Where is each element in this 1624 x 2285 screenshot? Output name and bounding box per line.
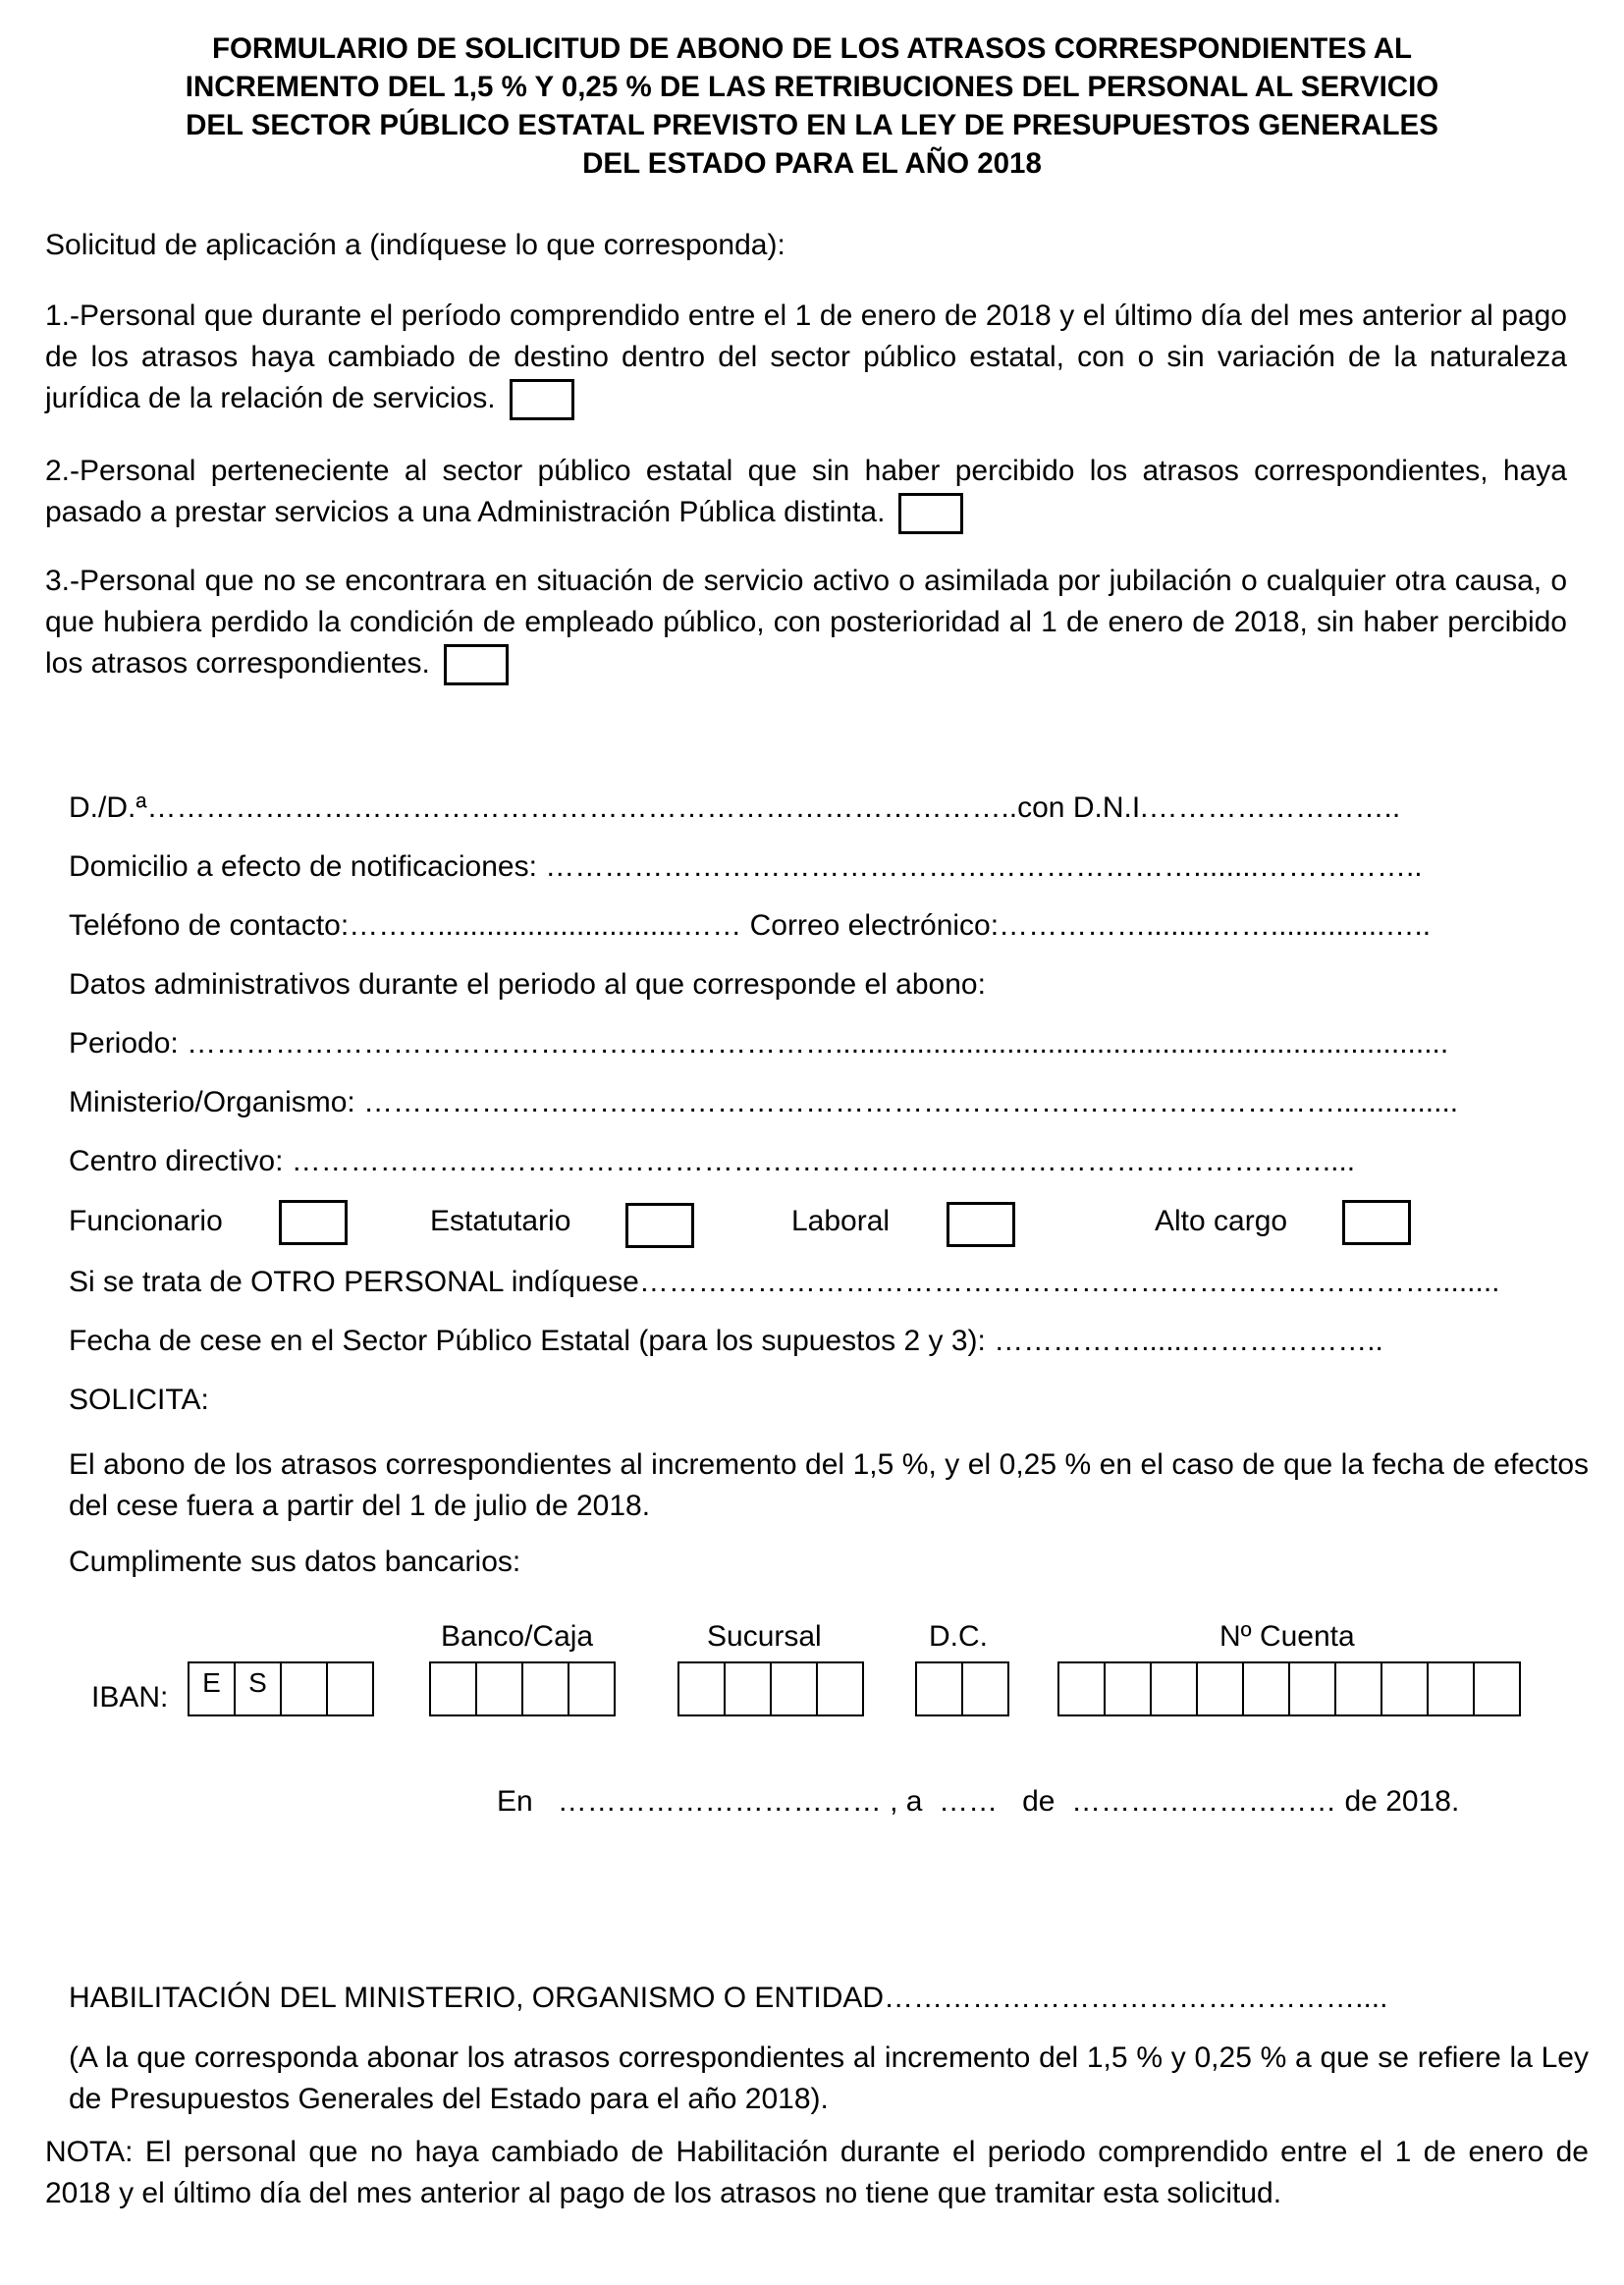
sucursal-cell[interactable] [677, 1661, 726, 1716]
fecha-cese-label: Fecha de cese en el Sector Público Estatal (para los supuestos 2 y 3): [69, 1325, 986, 1357]
ministerio-label: Ministerio/Organismo: [69, 1086, 355, 1118]
title-line-1: FORMULARIO DE SOLICITUD DE ABONO DE LOS ATRASOS CORRESPONDIENTES AL [211, 32, 1413, 65]
fecha-cese-field[interactable]: ……………......……………….. [994, 1325, 1383, 1357]
tipo-alto-cargo-label: Alto cargo [1155, 1205, 1288, 1237]
habilitacion-label: HABILITACIÓN DEL MINISTERIO, ORGANISMO O ENTIDAD [69, 1982, 885, 2014]
title-line-2: INCREMENTO DEL 1,5 % Y 0,25 % DE LAS RETRIBUCIONES DEL PERSONAL AL SERVICIO [185, 71, 1439, 103]
dc-header: D.C. [929, 1620, 988, 1653]
dia-field[interactable]: …… [939, 1785, 999, 1818]
option-1-checkbox[interactable] [510, 379, 574, 420]
centro-label: Centro directivo: [69, 1145, 284, 1177]
dc-cells [915, 1661, 1007, 1716]
cuenta-cell[interactable] [1288, 1661, 1336, 1716]
banco-caja-header: Banco/Caja [441, 1620, 594, 1653]
intro-text: Solicitud de aplicación a (indíquese lo que corresponda): [45, 229, 785, 261]
otro-personal-field[interactable]: ………………………………………………………………………........ [638, 1266, 1500, 1298]
mes-field[interactable]: ……………………… [1071, 1785, 1337, 1818]
periodo-label: Periodo: [69, 1027, 179, 1060]
ministerio-row [69, 1082, 1458, 1123]
tipo-funcionario-label: Funcionario [69, 1205, 223, 1237]
option-1 [45, 296, 1567, 420]
option-2 [45, 451, 1567, 534]
cumplimente-text: Cumplimente sus datos bancarios: [69, 1546, 521, 1578]
telefono-label: Teléfono de contacto: [69, 909, 350, 942]
tipo-laboral-checkbox[interactable] [947, 1202, 1015, 1247]
form-title [59, 29, 1565, 183]
sucursal-cells [677, 1661, 862, 1716]
otro-personal-label: Si se trata de OTRO PERSONAL indíquese [69, 1266, 639, 1298]
nota-text: NOTA: El personal que no haya cambiado de Habilitación durante el periodo comprendido entre el 1 de enero de 2018 y el último día del mes anterior al pago de los atrasos no tiene que tramitar esta solicitud. [45, 2136, 1589, 2209]
habilitacion-note: (A la que corresponda abonar los atrasos correspondientes al incremento del 1,5 % y 0,25 % a que se refiere la Ley de Presupuestos Generales del Estado para el año 2018). [69, 2041, 1589, 2115]
domicilio-row [69, 846, 1423, 888]
de-label: de [1022, 1785, 1056, 1818]
cuenta-cell[interactable] [1380, 1661, 1429, 1716]
correo-field[interactable]: ……………........……..............….. [999, 909, 1432, 942]
tipo-estatutario-checkbox[interactable] [625, 1203, 694, 1248]
banco-cell[interactable] [475, 1661, 523, 1716]
option-1-text: 1.-Personal que durante el período comprendido entre el 1 de enero de 2018 y el último día del mes anterior al pago de los atrasos haya cambiado de destino dentro del sector público estatal, con o sin variación de la naturaleza jurídica de la relación de servicios. [45, 299, 1567, 414]
tipo-laboral-label: Laboral [791, 1205, 891, 1237]
iban-label: IBAN: [91, 1681, 169, 1714]
datos-admin-heading: Datos administrativos durante el periodo al que corresponde el abono: [69, 968, 986, 1001]
cuenta-cell[interactable] [1473, 1661, 1521, 1716]
name-field[interactable]: …………………………………………………………………………….. [146, 791, 1018, 824]
cuenta-cell[interactable] [1196, 1661, 1244, 1716]
telefono-field[interactable]: ………..............................…… [349, 909, 742, 942]
sucursal-cell[interactable] [770, 1661, 818, 1716]
iban-cells [188, 1661, 372, 1716]
option-3-checkbox[interactable] [444, 644, 509, 685]
iban-cell[interactable] [280, 1661, 328, 1716]
cuenta-cells [1057, 1661, 1519, 1716]
sucursal-header: Sucursal [707, 1620, 822, 1653]
name-row [69, 788, 1400, 829]
banco-cell[interactable] [568, 1661, 616, 1716]
option-3-text: 3.-Personal que no se encontrara en situación de servicio activo o asimilada por jubilación o cualquier otra causa, o que hubiera perdido la condición de empleado público, con posterioridad al 1 de enero de 2018, sin haber percibido los atrasos correspondientes. [45, 565, 1567, 680]
cuenta-cell[interactable] [1427, 1661, 1475, 1716]
iban-cell: S [234, 1661, 282, 1716]
solicita-heading: SOLICITA: [69, 1384, 209, 1416]
cuenta-header: Nº Cuenta [1219, 1620, 1355, 1653]
title-line-4: DEL ESTADO PARA EL AÑO 2018 [582, 147, 1042, 180]
option-2-text: 2.-Personal perteneciente al sector público estatal que sin haber percibido los atrasos correspondientes, haya pasado a prestar servicios a una Administración Pública distinta. [45, 455, 1567, 528]
option-2-checkbox[interactable] [898, 493, 963, 534]
domicilio-label: Domicilio a efecto de notificaciones: [69, 850, 537, 883]
periodo-row [69, 1023, 1448, 1064]
centro-row [69, 1141, 1355, 1182]
cuenta-cell[interactable] [1057, 1661, 1106, 1716]
a-label: , a [890, 1785, 923, 1818]
sucursal-cell[interactable] [816, 1661, 864, 1716]
lugar-field[interactable]: …………………………… [557, 1785, 882, 1818]
dni-field[interactable]: …………………….. [1148, 791, 1401, 824]
habilitacion-field[interactable]: ………………………………………….... [884, 1982, 1388, 2014]
periodo-field[interactable]: …………………………………………………………........................................................................... [187, 1027, 1449, 1060]
domicilio-field[interactable]: …………………………………………………………........…………….. [545, 850, 1423, 883]
cuenta-cell[interactable] [1334, 1661, 1382, 1716]
fecha-lugar-row [497, 1781, 1459, 1823]
banco-cell[interactable] [521, 1661, 569, 1716]
iban-cell: E [188, 1661, 236, 1716]
iban-cell[interactable] [326, 1661, 374, 1716]
title-line-3: DEL SECTOR PÚBLICO ESTATAL PREVISTO EN LA LEY DE PRESUPUESTOS GENERALES [186, 109, 1438, 141]
otro-personal-row [69, 1262, 1500, 1303]
en-label: En [497, 1785, 533, 1818]
ministerio-field[interactable]: ………………………………………………………………………………………............... [363, 1086, 1459, 1118]
banco-cell[interactable] [429, 1661, 477, 1716]
solicita-text: El abono de los atrasos correspondientes al incremento del 1,5 %, y el 0,25 % en el caso de que la fecha de efectos del cese fuera a partir del 1 de julio de 2018. [69, 1448, 1589, 1522]
habilitacion-row [69, 1978, 1387, 2019]
name-label: D./D.ª [69, 791, 147, 824]
dc-cell[interactable] [915, 1661, 963, 1716]
cuenta-cell[interactable] [1150, 1661, 1198, 1716]
tipo-funcionario-checkbox[interactable] [279, 1200, 348, 1245]
tipo-estatutario-label: Estatutario [430, 1205, 571, 1237]
cuenta-cell[interactable] [1104, 1661, 1152, 1716]
dc-cell[interactable] [961, 1661, 1009, 1716]
banco-caja-cells [429, 1661, 614, 1716]
dni-label: con D.N.I. [1017, 791, 1149, 824]
centro-field[interactable]: …………………………………………………………………………………………….... [291, 1145, 1356, 1177]
anio-label: de 2018. [1344, 1785, 1460, 1818]
tipo-alto-cargo-checkbox[interactable] [1342, 1200, 1411, 1245]
cuenta-cell[interactable] [1242, 1661, 1290, 1716]
fecha-cese-row [69, 1321, 1383, 1362]
contact-row [69, 905, 1431, 947]
correo-label: Correo electrónico: [749, 909, 1000, 942]
sucursal-cell[interactable] [724, 1661, 772, 1716]
option-3 [45, 561, 1567, 685]
